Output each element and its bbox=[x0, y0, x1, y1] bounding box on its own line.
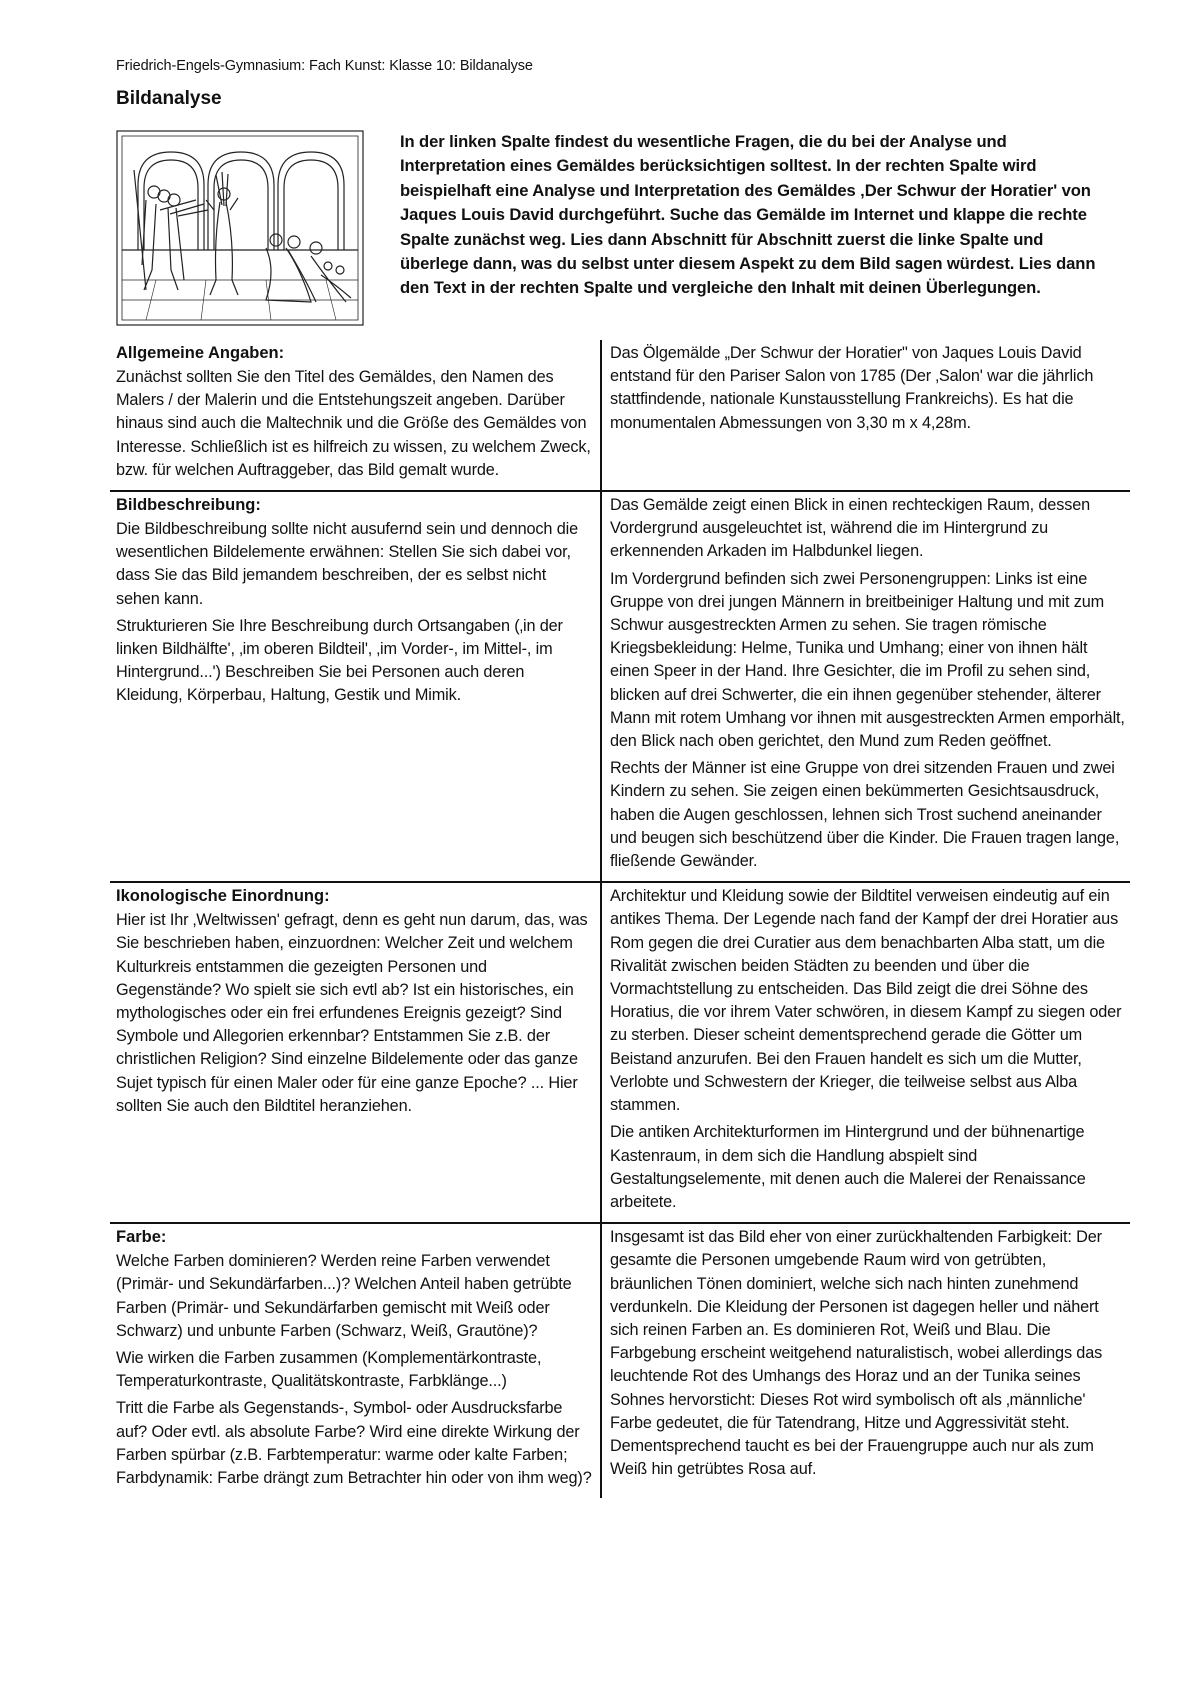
answer-column bbox=[602, 340, 1130, 490]
question-column bbox=[110, 883, 602, 1222]
answer-column bbox=[602, 1224, 1130, 1498]
section-color bbox=[110, 1224, 1130, 1498]
answer-text: Rechts der Männer ist eine Gruppe von drei sitzenden Frauen und zwei Kindern zu sehen. Sie zeigen einen bekümmerten Gesichtsausdruck, haben die Augen geschlossen, lehnen sich Trost suchend aneinander und beugen sich beschützend über die Kinder. Die Frauen tragen lange, fließende Gewänder. bbox=[610, 759, 1120, 871]
answer-text: Das Ölgemälde „Der Schwur der Horatier" von Jaques Louis David entstand für den Pariser Salon von 1785 (Der ‚Salon' war die jährlich stattfindende, nationale Kunstausstellung Frankreichs). Es hat die monumentalen Abmessungen von 3,30 m x 4,28m. bbox=[610, 344, 1094, 432]
section-title: Farbe: bbox=[116, 1228, 167, 1247]
section-title: Allgemeine Angaben: bbox=[116, 344, 285, 362]
answer-column bbox=[602, 883, 1130, 1222]
section-title: Bildbeschreibung: bbox=[116, 496, 261, 515]
answer-text: Das Gemälde zeigt einen Blick in einen rechteckigen Raum, dessen Vordergrund ausgeleuchtet ist, während die im Hintergrund zu erkennenden Arkaden im Halbdunkel liegen. bbox=[610, 496, 1091, 561]
answer-column bbox=[602, 492, 1130, 881]
course-header: Friedrich-Engels-Gymnasium: Fach Kunst: Klasse 10: Bildanalyse bbox=[116, 58, 533, 74]
section-iconology bbox=[110, 883, 1130, 1224]
question-text: Die Bildbeschreibung sollte nicht ausufernd sein und dennoch die wesentlichen Bildelemente erwähnen: Stellen Sie sich dabei vor, dass Sie das Bild jemandem beschreiben, der es selbst nicht sehen kann. bbox=[116, 520, 578, 608]
section-general bbox=[110, 340, 1130, 492]
question-column bbox=[110, 340, 602, 490]
answer-text: Im Vordergrund befinden sich zwei Personengruppen: Links ist eine Gruppe von drei jungen Männern in breitbeiniger Haltung und mit zum Schwur ausgestreckten Armen zu sehen. Sie tragen römische Kriegsbekleidung: Helme, Tunika und Umhang; einer von ihnen hält einen Speer in der Hand. Ihre Gesichter, die im Profil zu sehen sind, blicken auf drei Schwerter, die ein ihnen gegenüber stehender, älterer Mann mit rotem Umhang vor ihnen mit ausgestreckten Armen emporhält, den Blick nach oben gerichtet, den Mund zum Reden geöffnet. bbox=[610, 569, 1125, 751]
analysis-table bbox=[110, 340, 1130, 1498]
answer-text: Die antiken Architekturformen im Hintergrund und der bühnenartige Kastenraum, in dem sich die Handlung abspielt sind Gestaltungselemente, mit denen auch die Malerei der Renaissance arbeitete. bbox=[610, 1123, 1086, 1211]
question-text: Tritt die Farbe als Gegenstands-, Symbol- oder Ausdrucksfarbe auf? Oder evtl. als absolute Farbe? Wird eine direkte Wirkung der Farben spürbar (z.B. Farbtemperatur: warme oder kalte Farben; Farbdynamik: Farbe drängt zum Betrachter hin oder von ihm weg)? bbox=[116, 1399, 592, 1487]
painting-sketch-icon bbox=[116, 130, 364, 326]
question-column bbox=[110, 492, 602, 881]
question-text: Wie wirken die Farben zusammen (Komplementärkontraste, Temperaturkontraste, Qualitätskontraste, Farbklänge...) bbox=[116, 1348, 542, 1391]
question-text: Zunächst sollten Sie den Titel des Gemäldes, den Namen des Malers / der Malerin und die Entstehungszeit angeben. Darüber hinaus sind auch die Maltechnik und die Größe des Gemäldes von Interesse. Schließlich ist es hilfreich zu wissen, zu welchem Zweck, bzw. für welchen Auftraggeber, das Bild gemalt wurde. bbox=[116, 368, 591, 479]
question-text: Welche Farben dominieren? Werden reine Farben verwendet (Primär- und Sekundärfarben...)? Welchen Anteil haben getrübte Farben (Primär- und Sekundärfarben gemischt mit Weiß oder Schwarz) und unbunte Farben (Schwarz, Weiß, Grautöne)? bbox=[116, 1252, 572, 1340]
question-text: Strukturieren Sie Ihre Beschreibung durch Ortsangaben (‚in der linken Bildhälfte', ‚im oberen Bildteil', ‚im Vorder-, im Mittel-, im Hintergrund...') Beschreiben Sie bei Personen auch deren Kleidung, Körperbau, Haltung, Gestik und Mimik. bbox=[116, 616, 563, 705]
answer-text: Architektur und Kleidung sowie der Bildtitel verweisen eindeutig auf ein antikes Thema. Der Legende nach fand der Kampf der drei Horatier aus Rom gegen die drei Curatier aus dem benachbarten Alba statt, um die Rivalität zwischen beiden Städten zu beenden und über die Vormachtstellung zu entscheiden. Das Bild zeigt die drei Söhne des Horatius, die vor ihrem Vater schwören, in diesem Kampf zu siegen oder zu sterben. Dieser scheint dementsprechend gerade die Götter um Beistand anzurufen. Bei den Frauen handelt es sich um die Mutter, Verlobte und Schwestern der Krieger, die teilweise selbst aus Alba stammen. bbox=[610, 887, 1122, 1115]
page-title: Bildanalyse bbox=[116, 88, 222, 109]
intro-text: In der linken Spalte findest du wesentliche Fragen, die du bei der Analyse und Interpretation eines Gemäldes berücksichtigen solltest. In der rechten Spalte wird beispielhaft eine Analyse und Interpretation des Gemäldes ‚Der Schwur der Horatier' von Jaques Louis David durchgeführt. Suche das Gemälde im Internet und klappe die rechte Spalte zunächst weg. Lies dann Abschnitt für Abschnitt zuerst die linke Spalte und überlege dann, was du selbst unter diesem Aspekt zu dem Bild sagen würdest. Lies dann den Text in der rechten Spalte und vergleiche den Inhalt mit deinen Überlegungen. bbox=[400, 132, 1096, 298]
question-text: Hier ist Ihr ‚Weltwissen' gefragt, denn es geht nun darum, das, was Sie beschrieben haben, einzuordnen: Welcher Zeit und welchem Kulturkreis entstammen die gezeigten Personen und Gegenstände? Wo spielt sie sich evtl ab? Ist ein historisches, ein mythologisches oder ein frei erfundenes Ereignis gezeigt? Sind Symbole und Allegorien erkennbar? Entstammen Sie z.B. der christlichen Religion? Sind einzelne Bildelemente oder das ganze Sujet typisch für einen Maler oder für eine ganze Epoche? ... Hier sollten Sie auch den Bildtitel heranziehen. bbox=[116, 911, 588, 1115]
section-description bbox=[110, 492, 1130, 883]
section-title: Ikonologische Einordnung: bbox=[116, 887, 330, 906]
answer-text: Insgesamt ist das Bild eher von einer zurückhaltenden Farbigkeit: Der gesamte die Personen umgebende Raum wird von getrübten, bräunlichen Tönen dominiert, welche sich nach hinten zunehmend verdunkeln. Die Kleidung der Personen ist dagegen heller und nähert sich reinen Farben an. Es dominieren Rot, Weiß und Blau. Die Farbgebung erscheint weitgehend naturalistisch, wobei allerdings das leuchtende Rot des Umhangs des Horaz und an der Tunika seines Sohnes hervorsticht: Dieses Rot wird symbolisch oft als ‚männliche' Farbe gedeutet, die für Tatendrang, Hitze und Aggressivität steht. Dementsprechend taucht es bei der Frauengruppe auch nur als zum Weiß hin getrübtes Rosa auf. bbox=[610, 1228, 1103, 1479]
question-column bbox=[110, 1224, 602, 1498]
